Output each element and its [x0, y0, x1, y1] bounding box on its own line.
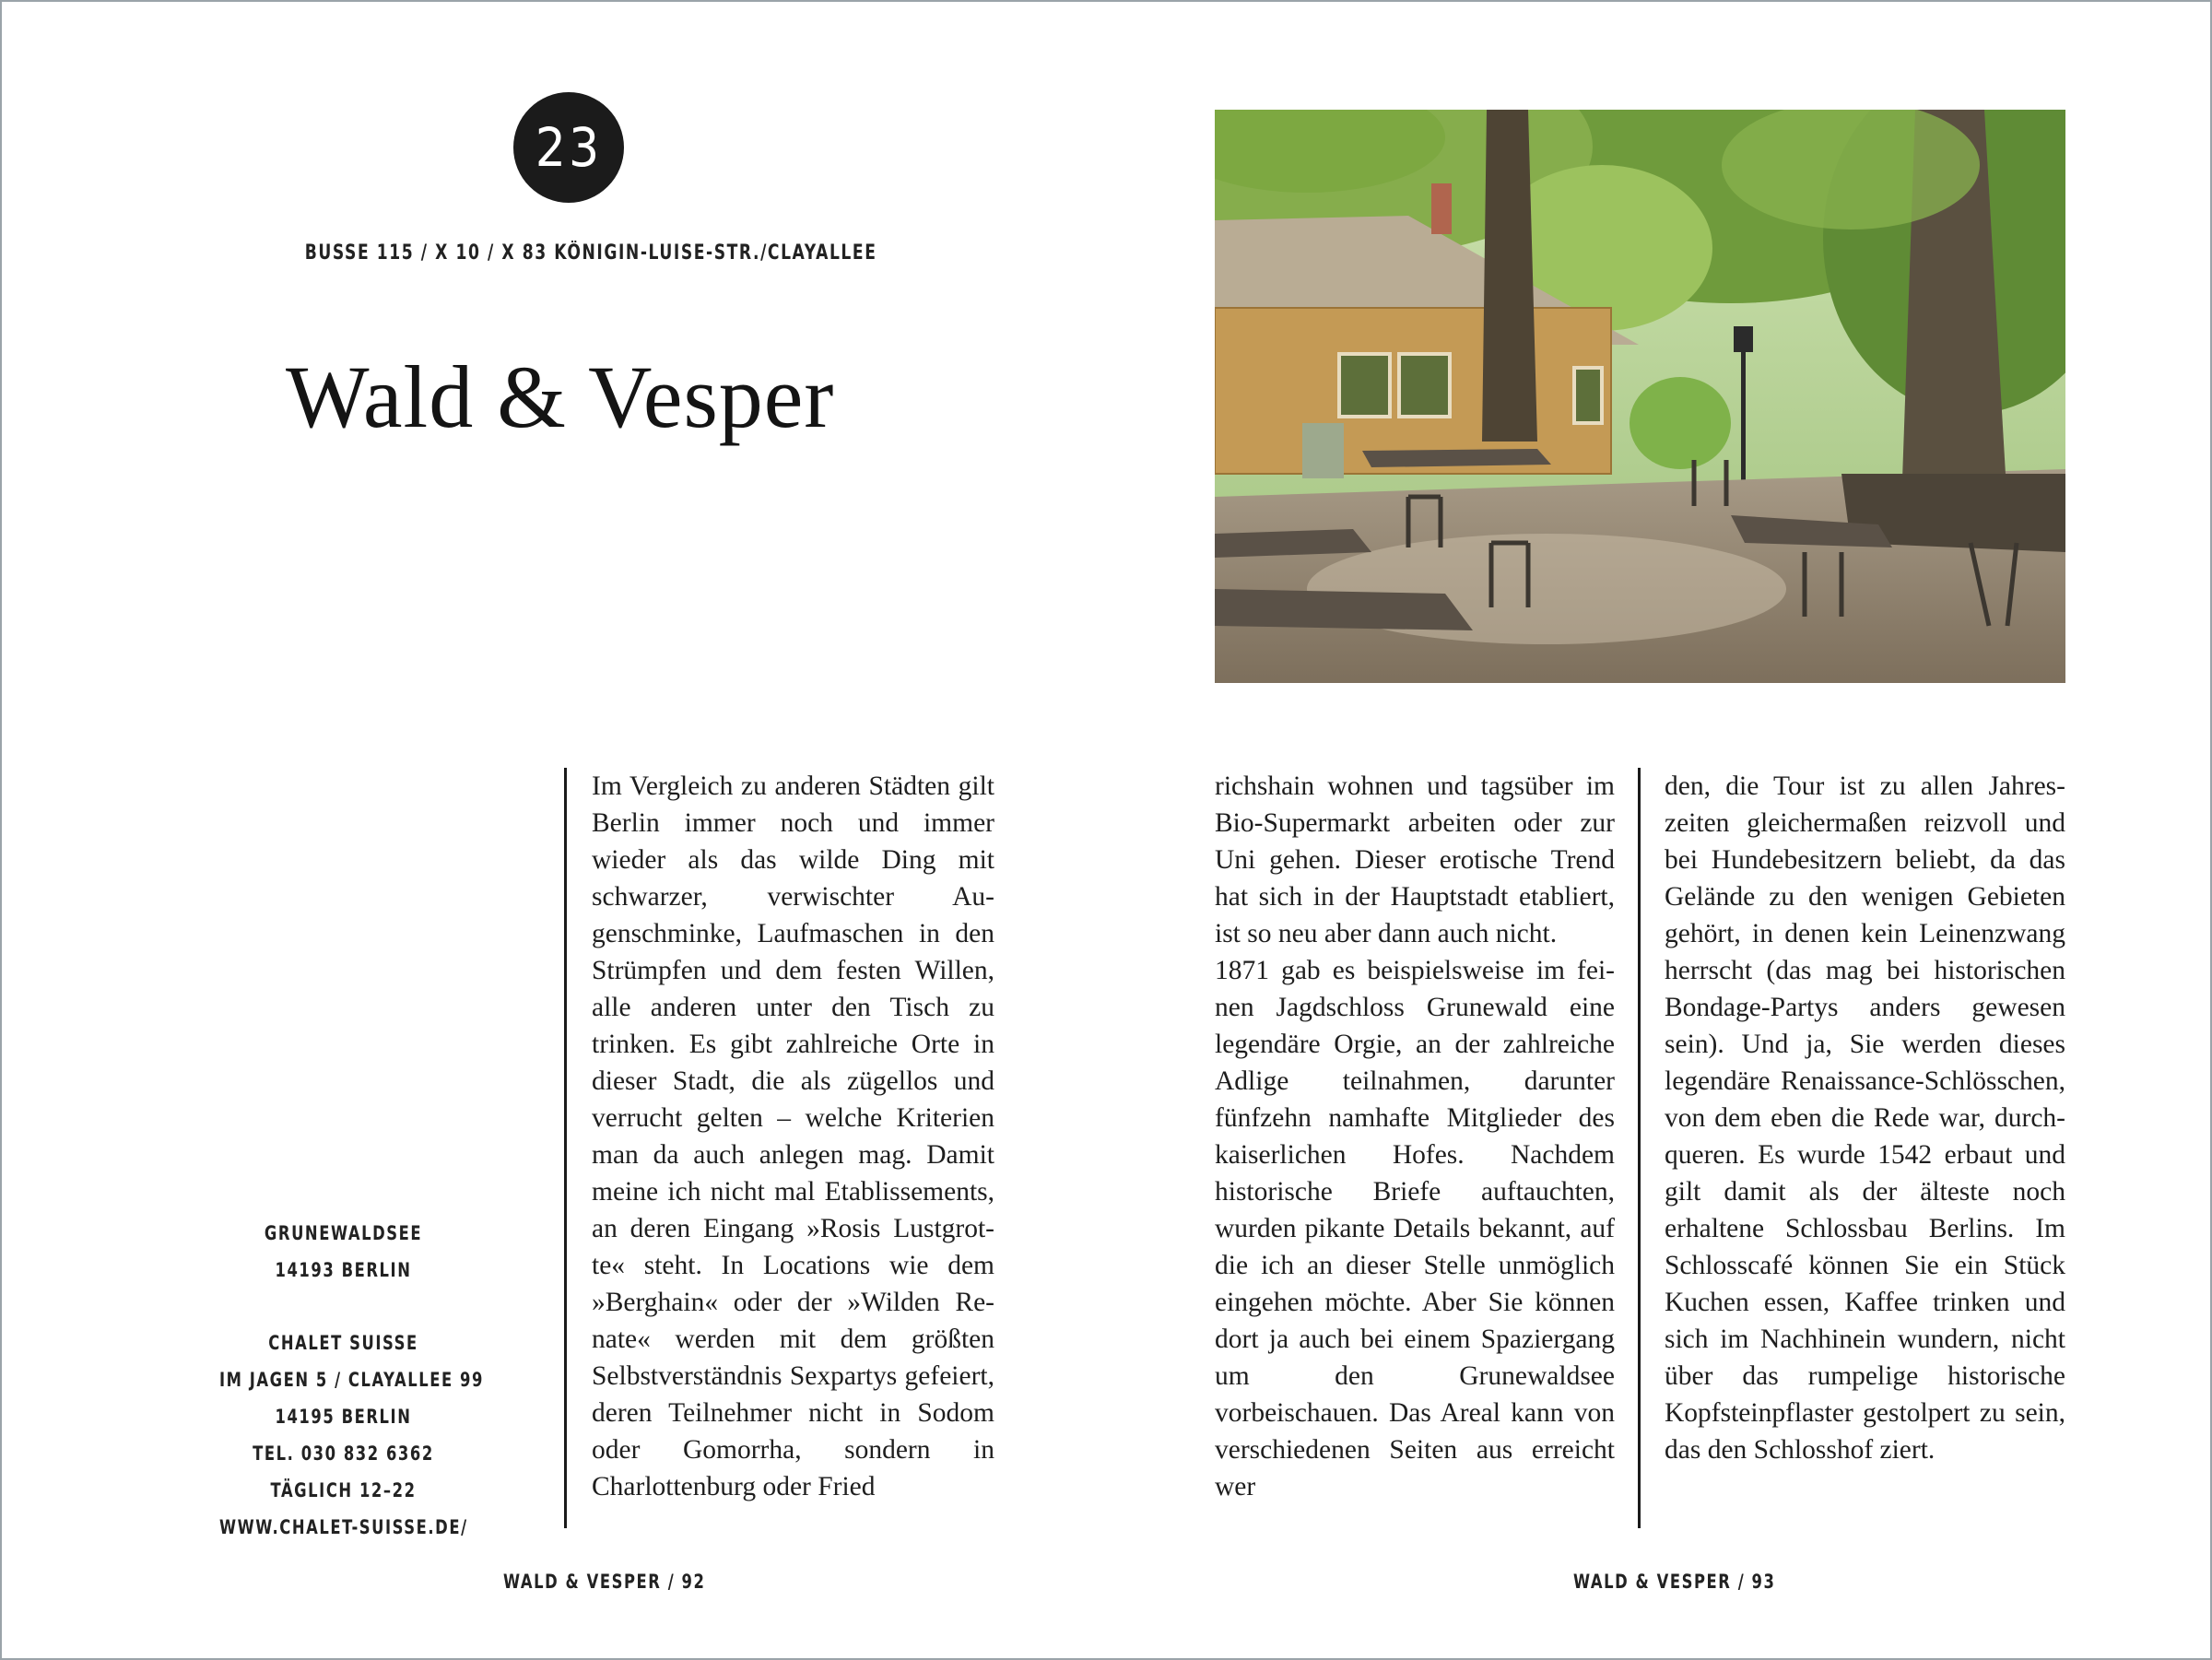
right-text-column-1 [1215, 768, 1615, 1505]
venue-website[interactable]: WWW.CHALET-SUISSE.DE/ [218, 1516, 468, 1538]
venue-hours: TÄGLICH 12–22 [270, 1479, 417, 1501]
paragraph: 1871 gab es beispielsweise im feinen Jagdschloss Grunewald eine legendäre Orgie, an der zahlreiche Adlige teilnahmen, darunter fünfzehn namhafte Mitglieder des kaiserlichen Hofes. Nachdem historische Briefe auftauchten, wurden pikante Details bekannt, auf die ich an dieser Stelle unmöglich eingehen möchte. Aber Sie können dort ja auch bei einem Spaziergang um den Grunewaldsee vorbeischauen. Das Areal kann von verschiedenen Seiten aus erreicht wer [1215, 956, 1615, 1501]
paragraph: richshain wohnen und tagsüber im Bio-Supermarkt arbeiten oder zur Uni gehen. Dieser erotische Trend hat sich in der Hauptstadt etabliert, ist so neu aber dann auch nicht. [1215, 771, 1615, 948]
page-footer-right: WALD & VESPER / 93 [1572, 1571, 1776, 1593]
column-divider [564, 768, 567, 1528]
garden-photo [1215, 110, 2065, 683]
venue-phone: TEL. 030 832 6362 [253, 1442, 434, 1465]
venue-name: CHALET SUISSE [268, 1332, 418, 1354]
page-title: Wald & Vesper [286, 347, 835, 446]
column-divider [1638, 768, 1641, 1528]
paragraph: den, die Tour ist zu allen Jahreszeiten gleichermaßen reizvoll und bei Hundebesitzern beliebt, da das Gelände zu den wenigen Gebieten gehört, in denen kein Leinenzwang herrscht (das mag bei historischen Bondage-Partys anders gewesen sein). Und ja, Sie werden dieses legendäre Renaissance-Schlösschen, von dem eben die Rede war, durchqueren. Es wurde 1542 erbaut und gilt damit als der älteste noch erhaltene Schlossbau Berlins. Im Schlosscafé können Sie ein Stück Kuchen essen, Kaffee trinken und sich im Nachhinein wundern, nicht über das rumpelige historische Kopfsteinpflaster gestolpert zu sein, das den Schlosshof ziert. [1665, 771, 2065, 1465]
venue-address [218, 1324, 484, 1546]
venue-city: 14195 BERLIN [275, 1406, 412, 1428]
location-city: 14193 BERLIN [275, 1259, 412, 1281]
location-name: GRUNEWALDSEE [264, 1222, 423, 1244]
left-text-column [592, 768, 994, 1505]
paragraph: Im Vergleich zu anderen Städten gilt Berlin immer noch und immer wieder als das wilde Ding mit schwarzer, verwischter Augenschminke, Laufmaschen in den Strümpfen und dem festen Willen, alle anderen unter den Tisch zu trinken. Es gibt zahlreiche Orte in dieser Stadt, die als zügellos und verrucht gelten – welche Kriterien man da auch anlegen mag. Damit meine ich nicht mal Etablissements, an deren Eingang »Rosis Lustgrotte« steht. In Locations wie dem »Berghain« oder der »Wilden Renate« werden mit dem größten Selbstverständnis Sexpartys gefeiert, deren Teilnehmer nicht in Sodom oder Gomorrha, sondern in Charlottenburg oder Fried [592, 771, 994, 1501]
page-footer-left: WALD & VESPER / 92 [502, 1571, 706, 1593]
location-address [219, 1215, 467, 1289]
chapter-number-badge [513, 92, 624, 203]
right-text-column-2 [1665, 768, 2065, 1468]
chapter-number: 23 [535, 116, 603, 179]
venue-street: IM JAGEN 5 / CLAYALLEE 99 [218, 1369, 484, 1391]
transport-info: BUSSE 115 / X 10 / X 83 KÖNIGIN-LUISE-STR./CLAYALLEE [304, 241, 877, 265]
